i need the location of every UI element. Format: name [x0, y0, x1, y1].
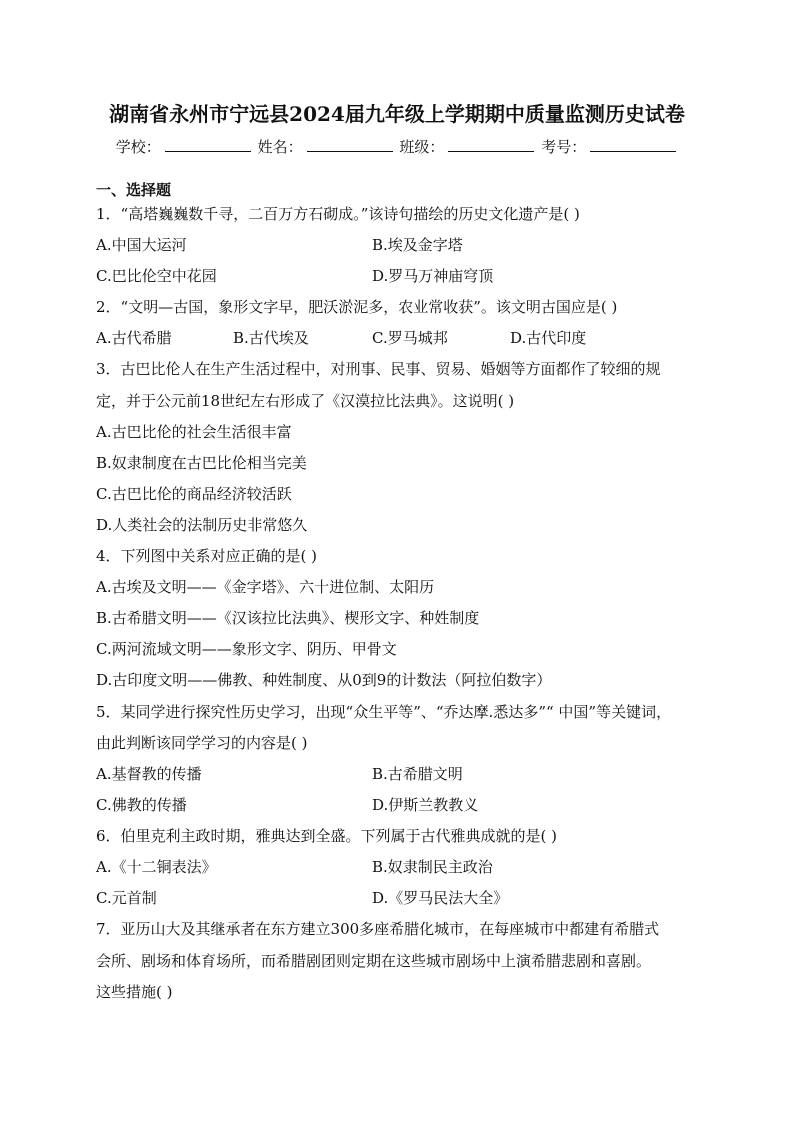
number-label: 考号： — [541, 138, 587, 156]
question-1-option-b: B.埃及金字塔 — [372, 236, 463, 254]
question-4-option-a: A.古埃及文明——《金字塔》、六十进位制、太阳历 — [96, 578, 435, 596]
question-5-option-a: A.基督教的传播 — [96, 765, 202, 783]
question-6-option-a: A.《十二铜表法》 — [96, 858, 217, 876]
section-heading: 一、选择题 — [96, 181, 172, 199]
question-3-stem-line-2: 定，并于公元前18世纪左右形成了《汉漠拉比法典》。这说明( ) — [96, 392, 515, 410]
question-4-option-c: C.两河流域文明——象形文字、阴历、甲骨文 — [96, 640, 397, 658]
question-1-option-a: A.中国大运河 — [96, 236, 187, 254]
question-3-stem-line-1: 3．古巴比伦人在生产生活过程中，对刑事、民事、贸易、婚姻等方面都作了较细的规 — [96, 360, 661, 378]
question-7-stem-line-1: 7．亚历山大及其继承者在东方建立300多座希腊化城市，在每座城市中都建有希腊式 — [96, 920, 660, 938]
question-4-option-b: B.古希腊文明——《汉该拉比法典》、楔形文字、种姓制度 — [96, 609, 480, 627]
page-title: 湖南省永州市宁远县2024届九年级上学期期中质量监测历史试卷 — [109, 102, 685, 126]
question-2-stem: 2．“文明—古国，象形文字早，肥沃淤泥多，农业常收获”。该文明古国应是( ) — [96, 298, 618, 316]
school-label: 学校： — [115, 138, 161, 156]
class-blank[interactable] — [448, 136, 534, 152]
question-2-option-c: C.罗马城邦 — [372, 329, 448, 347]
name-blank[interactable] — [307, 136, 393, 152]
question-2-option-a: A.古代希腊 — [96, 329, 172, 347]
school-blank[interactable] — [165, 136, 251, 152]
question-5-option-d: D.伊斯兰教教义 — [372, 796, 479, 814]
question-2-option-d: D.古代印度 — [510, 329, 587, 347]
question-5-option-c: C.佛教的传播 — [96, 796, 187, 814]
question-5-option-b: B.古希腊文明 — [372, 765, 463, 783]
number-blank[interactable] — [590, 136, 676, 152]
student-info-row — [0, 136, 794, 158]
question-3-option-a: A.古巴比伦的社会生活很丰富 — [96, 423, 292, 441]
question-5-stem-line-2: 由此判断该同学学习的内容是( ) — [96, 734, 308, 752]
question-1-stem: 1．“高塔巍巍数千寻，二百万方石砌成。”该诗句描绘的历史文化遗产是( ) — [96, 205, 580, 223]
name-label: 姓名： — [257, 138, 303, 156]
question-7-stem-line-3: 这些措施( ) — [96, 983, 173, 1001]
question-3-option-b: B.奴隶制度在古巴比伦相当完美 — [96, 454, 307, 472]
question-6-option-d: D.《罗马民法大全》 — [372, 889, 509, 907]
question-3-option-c: C.古巴比伦的商品经济较活跃 — [96, 485, 292, 503]
question-4-stem: 4．下列图中关系对应正确的是( ) — [96, 547, 318, 565]
question-1-option-c: C.巴比伦空中花园 — [96, 267, 217, 285]
question-4-option-d: D.古印度文明——佛教、种姓制度、从0到9的计数法（阿拉伯数字） — [96, 671, 552, 689]
question-2-option-b: B.古代埃及 — [233, 329, 309, 347]
question-6-option-b: B.奴隶制民主政治 — [372, 858, 493, 876]
question-3-option-d: D.人类社会的法制历史非常悠久 — [96, 516, 308, 534]
question-5-stem-line-1: 5．某同学进行探究性历史学习，出现“众生平等”、“乔达摩.悉达多”“ 中国”等关键词， — [96, 703, 672, 721]
question-7-stem-line-2: 会所、剧场和体育场所，而希腊剧团则定期在这些城市剧场中上演希腊悲剧和喜剧。 — [96, 952, 652, 970]
question-6-option-c: C.元首制 — [96, 889, 157, 907]
question-6-stem: 6．伯里克利主政时期，雅典达到全盛。下列属于古代雅典成就的是( ) — [96, 827, 558, 845]
class-label: 班级： — [399, 138, 445, 156]
question-1-option-d: D.罗马万神庙穹顶 — [372, 267, 494, 285]
